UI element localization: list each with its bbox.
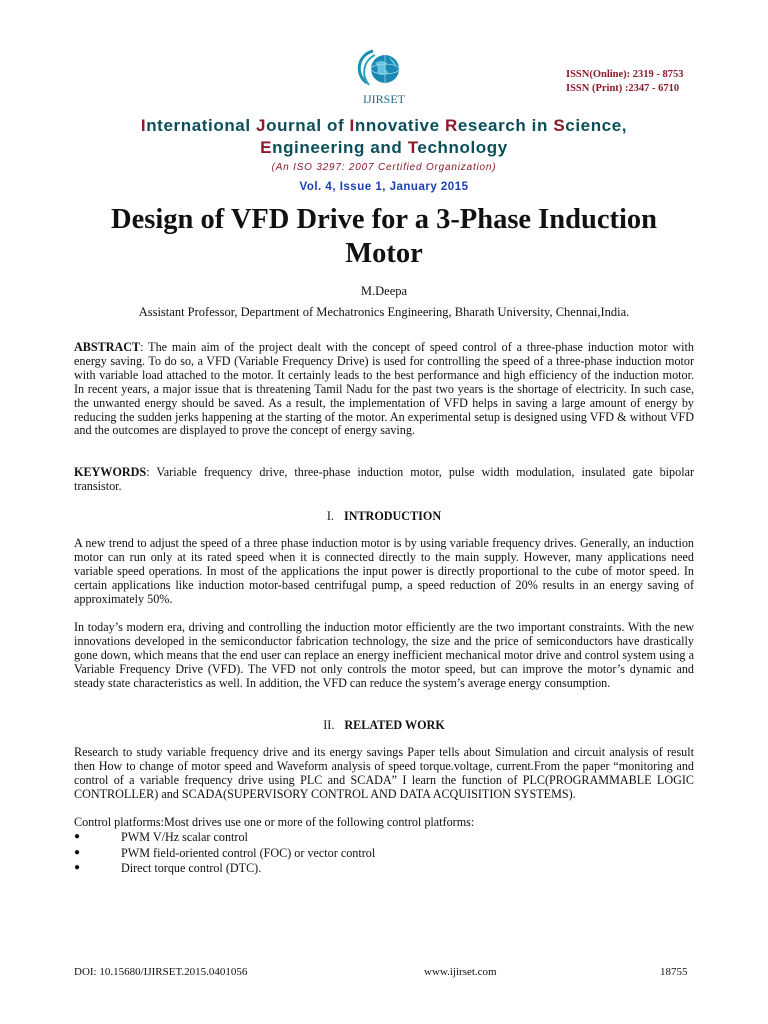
section-title: RELATED WORK [344, 718, 445, 732]
website-link[interactable]: www.ijirset.com [424, 966, 497, 978]
keywords-label: KEYWORDS [74, 465, 147, 479]
abstract [74, 341, 694, 438]
page-number: 18755 [660, 966, 688, 978]
doi: DOI: 10.15680/IJIRSET.2015.0401056 [74, 966, 248, 978]
paper-title-line1: Design of VFD Drive for a 3-Phase Induction [111, 204, 657, 235]
section-number: I. [326, 509, 334, 523]
section-title: INTRODUCTION [343, 509, 442, 523]
section-heading-introduction [74, 509, 694, 524]
paper-title [40, 203, 728, 271]
journal-name [40, 115, 728, 159]
issn-block [566, 68, 684, 96]
introduction-paragraph-1: A new trend to adjust the speed of a three phase induction motor is by using variable frequency drives. Generally, an induction motor can run only at its rated speed when it is connected directly to the main supply. However, many applications need variable speed operations. In most of the applications the input power is directly proportional to the cube of motor speed. In certain applications like induction motor-based centrifugal pump, a speed reduction of 20% results in an energy saving of approximately 50%. [74, 536, 694, 606]
iso-certification: (An ISO 3297: 2007 Certified Organization) [271, 162, 497, 173]
list-item-text: PWM V/Hz scalar control [121, 830, 248, 844]
issn-print: ISSN (Print) :2347 - 6710 [566, 83, 680, 94]
section-heading-related-work [74, 718, 694, 733]
journal-name-line1: International Journal of Innovative Research in Science, [140, 116, 628, 135]
list-item-text: PWM field-oriented control (FOC) or vector control [121, 846, 376, 860]
author-name: M.Deepa [360, 284, 408, 298]
abstract-text: : The main aim of the project dealt with the concept of speed control of a three-phase induction motor with energy saving. To do so, a VFD (Variable Frequency Drive) is used for controlling the speed of a three-phase induction motor with variable load attached to the motor. It certainly leads to the best performance and high efficiency of the induction motor. In recent years, a major issue that is threatening Tamil Nadu for the past two years is the shortage of electricity. In such case, the unwanted energy should be saved. As a result, the implementation of VFD helps in saving a large amount of energy by reducing the sudden jerks happening at the starting of the motor. An experimental setup is designed using VFD & without VFD and the outcomes are displayed to prove the concept of energy saving. [74, 340, 694, 438]
bullet-icon: ● [74, 862, 81, 873]
issn-online: ISSN(Online): 2319 - 8753 [566, 69, 684, 80]
bullet-icon: ● [74, 831, 81, 842]
ijirset-logo [345, 45, 423, 109]
related-work-paragraph-2: Control platforms:Most drives use one or more of the following control platforms: [74, 815, 475, 829]
volume-issue: Vol. 4, Issue 1, January 2015 [299, 181, 469, 193]
journal-name-line2: Engineering and Technology [260, 138, 508, 157]
abstract-label: ABSTRACT [74, 340, 141, 354]
list-item-text: Direct torque control (DTC). [121, 861, 262, 875]
keywords-text: : Variable frequency drive, three-phase induction motor, pulse width modulation, insulated gate bipolar transistor. [74, 465, 694, 493]
keywords [74, 466, 694, 494]
author-affiliation: Assistant Professor, Department of Mechatronics Engineering, Bharath University, Chennai,India. [138, 305, 630, 319]
bullet-icon: ● [74, 847, 81, 858]
introduction-paragraph-2: In today’s modern era, driving and controlling the induction motor efficiently are the two important constraints. With the new innovations developed in the semiconductor fabrication technology, the size and the price of semiconductors have drastically gone down, which means that the end user can replace an energy inefficient mechanical motor drive and control system using a Variable Frequency Drive (VFD). The VFD not only controls the motor speed, but can improve the motor’s dynamic and steady state characteristics as well. In addition, the VFD can reduce the system’s average energy consumption. [74, 620, 694, 690]
section-number: II. [323, 718, 335, 732]
logo-text: IJIRSET [363, 92, 405, 106]
related-work-paragraph-1: Research to study variable frequency drive and its energy savings Paper tells about Simulation and circuit analysis of result then How to change of motor speed and Waveform analysis of speed torque.voltage, current.From the paper “monitoring and control of a variable frequency drive using PLC and SCADA” I learn the function of PLC(PROGRAMMABLE LOGIC CONTROLLER) and SCADA(SUPERVISORY CONTROL AND DATA ACQUISITION SYSTEMS). [74, 745, 694, 801]
paper-title-line2: Motor [345, 238, 423, 269]
